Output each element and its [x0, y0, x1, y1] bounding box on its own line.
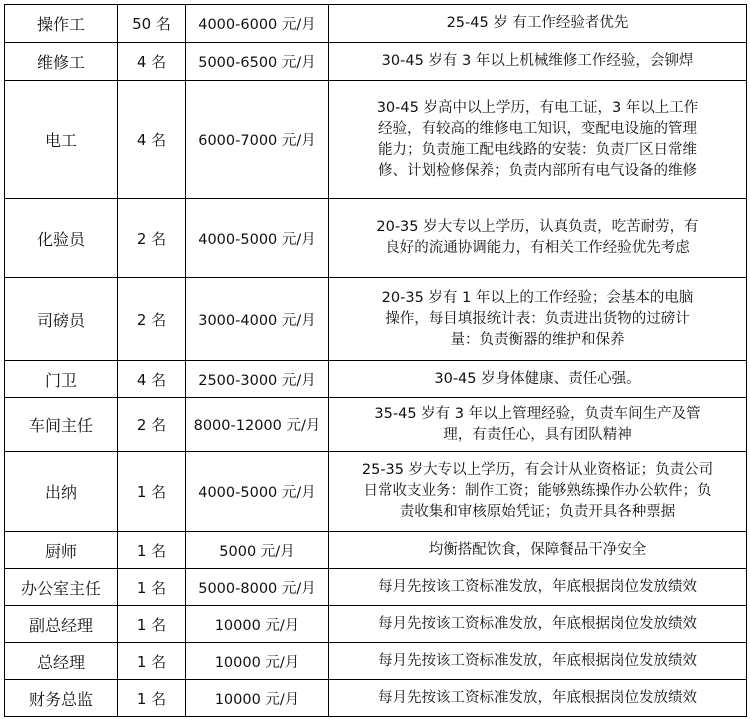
- salary-cell: 10000 元/月: [186, 606, 329, 643]
- headcount-cell: 1 名: [118, 643, 186, 680]
- requirements-line: 每月先按该工资标准发放，年底根据岗位发放绩效: [378, 689, 697, 706]
- requirements-cell: [329, 5, 747, 43]
- position-cell: 总经理: [5, 643, 118, 680]
- requirements-line: 25-35 岁大专以上学历，有会计从业资格证；负责公司: [361, 462, 714, 478]
- requirements-line: 理，有责任心，具有团队精神: [443, 426, 632, 443]
- salary-cell: 4000-6000 元/月: [186, 5, 329, 43]
- headcount-cell: 1 名: [118, 680, 186, 717]
- headcount-cell: 1 名: [118, 452, 186, 532]
- requirements-cell: [329, 606, 747, 643]
- table-row: [5, 81, 747, 199]
- requirements-line: 每月先按该工资标准发放，年底根据岗位发放绩效: [378, 652, 697, 669]
- table-row: [5, 452, 747, 532]
- requirements-cell: [329, 278, 747, 361]
- requirements-line: 日常收支业务：制作工资；能够熟练操作办公软件；负: [363, 483, 712, 499]
- table-row: [5, 398, 747, 452]
- requirements-line: 30-45 岁有 3 年以上机械维修工作经验，会铆焊: [381, 53, 694, 69]
- requirements-cell: [329, 643, 747, 680]
- salary-cell: 10000 元/月: [186, 643, 329, 680]
- headcount-cell: 50 名: [118, 5, 186, 43]
- table-row: [5, 532, 747, 569]
- requirements-line: 30-45 岁高中以上学历，有电工证，3 年以上工作: [376, 99, 699, 116]
- requirements-cell: [329, 361, 747, 398]
- position-cell: 副总经理: [5, 606, 118, 643]
- position-cell: 出纳: [5, 452, 118, 532]
- requirements-cell: [329, 398, 747, 452]
- requirements-cell: [329, 81, 747, 199]
- requirements-line: 每月先按该工资标准发放，年底根据岗位发放绩效: [378, 578, 697, 595]
- salary-cell: 10000 元/月: [186, 680, 329, 717]
- requirements-cell: [329, 43, 747, 81]
- salary-cell: 6000-7000 元/月: [186, 81, 329, 199]
- position-cell: 操作工: [5, 5, 118, 43]
- salary-cell: 2500-3000 元/月: [186, 361, 329, 398]
- position-cell: 司磅员: [5, 278, 118, 361]
- table-row: [5, 278, 747, 361]
- headcount-cell: 2 名: [118, 199, 186, 278]
- requirements-line: 经验，有较高的维修电工知识，变配电设施的管理: [378, 120, 697, 137]
- salary-cell: 5000 元/月: [186, 532, 329, 569]
- salary-cell: 5000-6500 元/月: [186, 43, 329, 81]
- requirements-cell: [329, 532, 747, 569]
- requirements-line: 能力；负责施工配电线路的安装：负责厂区日常维: [378, 141, 697, 158]
- salary-cell: 4000-5000 元/月: [186, 199, 329, 278]
- table-row: [5, 5, 747, 43]
- position-cell: 维修工: [5, 43, 118, 81]
- headcount-cell: 4 名: [118, 361, 186, 398]
- requirements-cell: [329, 199, 747, 278]
- headcount-cell: 1 名: [118, 606, 186, 643]
- table-row: [5, 643, 747, 680]
- salary-cell: 3000-4000 元/月: [186, 278, 329, 361]
- requirements-line: 35-45 岁有 3 年以上管理经验，负责车间生产及管: [374, 405, 701, 422]
- requirements-line: 25-45 岁 有工作经验者优先: [446, 15, 629, 31]
- position-cell: 化验员: [5, 199, 118, 278]
- headcount-cell: 4 名: [118, 43, 186, 81]
- position-cell: 办公室主任: [5, 569, 118, 606]
- requirements-cell: [329, 452, 747, 532]
- position-cell: 门卫: [5, 361, 118, 398]
- table-row: [5, 606, 747, 643]
- table-row: [5, 361, 747, 398]
- requirements-cell: [329, 569, 747, 606]
- salary-cell: 4000-5000 元/月: [186, 452, 329, 532]
- table-row: [5, 199, 747, 278]
- requirements-line: 30-45 岁身体健康、责任心强。: [434, 370, 641, 387]
- table-row: [5, 680, 747, 717]
- table-row: [5, 569, 747, 606]
- requirements-line: 20-35 岁大专以上学历，认真负责，吃苦耐劳，有: [376, 219, 699, 235]
- requirements-cell: [329, 680, 747, 717]
- job-listing-table: [4, 4, 747, 717]
- requirements-line: 每月先按该工资标准发放，年底根据岗位发放绩效: [378, 615, 697, 632]
- position-cell: 财务总监: [5, 680, 118, 717]
- headcount-cell: 4 名: [118, 81, 186, 199]
- headcount-cell: 2 名: [118, 278, 186, 361]
- position-cell: 厨师: [5, 532, 118, 569]
- headcount-cell: 2 名: [118, 398, 186, 452]
- requirements-line: 量：负责衡器的维护和保养: [450, 331, 625, 348]
- headcount-cell: 1 名: [118, 532, 186, 569]
- requirements-line: 操作，每目填报统计表：负责进出货物的过磅计: [385, 310, 690, 327]
- table-row: [5, 43, 747, 81]
- requirements-line: 修、计划检修保养；负责内部所有电气设备的维修: [378, 162, 697, 179]
- requirements-line: 20-35 岁有 1 年以上的工作经验；会基本的电脑: [381, 289, 694, 306]
- headcount-cell: 1 名: [118, 569, 186, 606]
- position-cell: 车间主任: [5, 398, 118, 452]
- requirements-line: 良好的流通协调能力，有相关工作经验优先考虑: [385, 240, 690, 256]
- requirements-line: 均衡搭配饮食，保障餐品干净安全: [428, 541, 647, 558]
- salary-cell: 5000-8000 元/月: [186, 569, 329, 606]
- position-cell: 电工: [5, 81, 118, 199]
- salary-cell: 8000-12000 元/月: [186, 398, 329, 452]
- requirements-line: 责收集和审核原始凭证；负责开具各种票据: [399, 504, 676, 520]
